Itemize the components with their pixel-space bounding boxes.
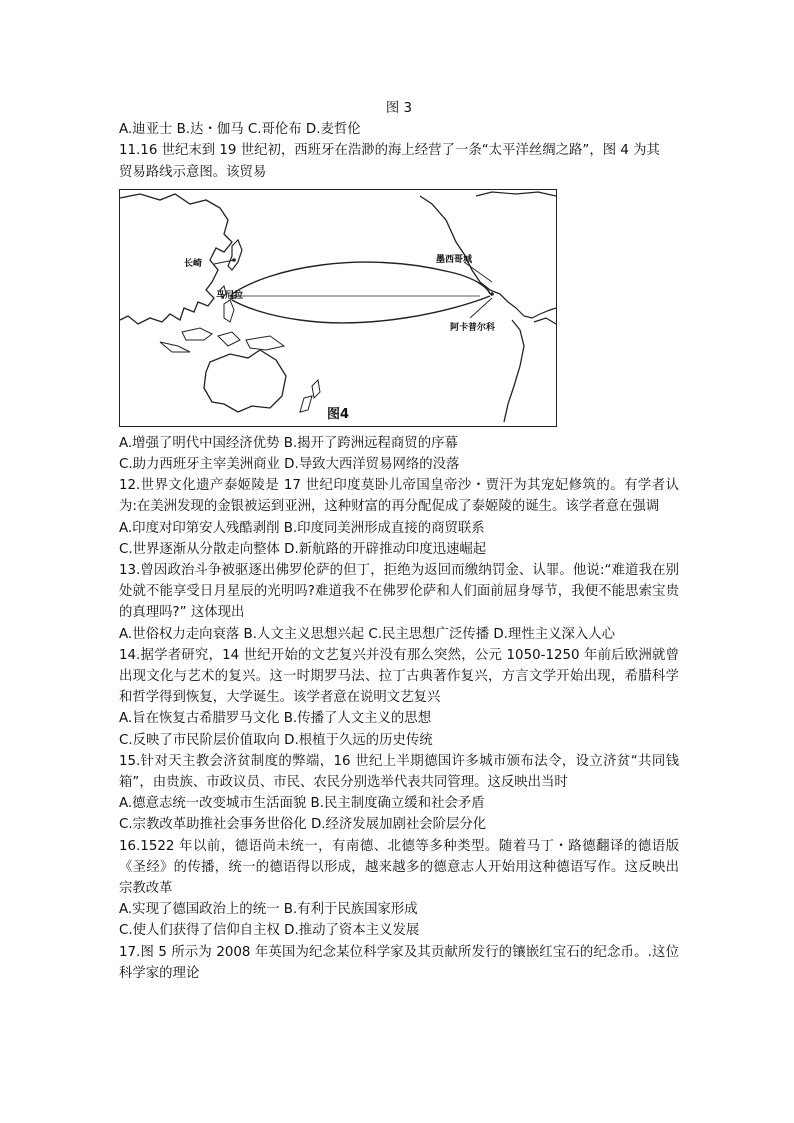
acapulco-dot	[490, 292, 494, 296]
q14-options-line1: A.旨在恢复古希腊罗马文化 B.传播了人文主义的思想	[119, 711, 432, 727]
figure-4-caption: 图4	[326, 406, 350, 422]
south-america-north-coast	[534, 318, 556, 324]
arctic-coastline	[476, 192, 556, 196]
label-manila: 马尼拉	[216, 290, 244, 301]
label-nagasaki: 长崎	[184, 258, 203, 269]
new-zealand-north	[312, 380, 320, 398]
pacific-map-svg	[120, 190, 556, 426]
exam-page	[119, 98, 679, 984]
sulawesi-island	[218, 332, 240, 346]
figure-4-trade-route-map	[119, 189, 557, 427]
q12-options-line2: C.世界逐渐从分散走向整体 D.新航路的开辟推动印度迅速崛起	[119, 541, 487, 557]
q16-options-line2: C.使人们获得了信仰自主权 D.推动了资本主义发展	[119, 923, 420, 939]
q16-stem: 16.1522 年以前，德语尚未统一，有南德、北德等多种类型。随着马丁・路德翻译的德语版《圣经》的传播，统一的德语得以形成，越来越多的德意志人开始用这种德语写作。这反映出宗教改革	[119, 838, 679, 897]
acapulco-pointer	[470, 298, 492, 318]
q12-stem: 12.世界文化遗产泰姬陵是 17 世纪印度莫卧儿帝国皇帝沙・贾汗为其宠妃修筑的。有学者认为:在美洲发现的金银被运到亚洲，这种财富的再分配促成了泰姬陵的诞生。该学者意在强调	[119, 478, 679, 515]
q10-options: A.迪亚士 B.达・伽马 C.哥伦布 D.麦哲伦	[119, 122, 361, 138]
q12-options-line1: A.印度对印第安人残酷剥削 B.印度同美洲形成直接的商贸联系	[119, 520, 485, 536]
central-america-coastline	[516, 308, 556, 318]
q15-options-line2: C.宗教改革助推社会事务世俗化 D.经济发展加剧社会阶层分化	[119, 817, 487, 833]
nagasaki-dot	[232, 258, 236, 262]
borneo-island	[182, 328, 212, 340]
new-guinea-island	[246, 336, 284, 350]
q15-stem: 15.针对天主教会济贫制度的弊端，16 世纪上半期德国许多城市颁布法令，设立济贫“共同钱箱”，由贵族、市政议员、市民、农民分别选举代表共同管理。这反映出当时	[119, 753, 679, 791]
q13-stem: 13.曾因政治斗争被驱逐出佛罗伦萨的但丁，拒绝为返回而缴纳罚金、认罪。他说:“难道我在别处就不能享受日月星辰的光明吗?难道我不在佛罗伦萨和人们面前屈身辱节，我便不能思索宝贵的真理吗?” 这体现出	[119, 563, 679, 621]
q14-stem: 14.据学者研究，14 世纪开始的文艺复兴并没有那么突然，公元 1050-1250 年前后欧洲就曾出现文化与艺术的复兴。这一时期罗马法、拉丁古典著作复兴，方言文学开始出现，希腊科学和哲学得到恢复，大学诞生。该学者意在说明文艺复兴	[119, 647, 679, 706]
sumatra-island	[160, 342, 190, 352]
q17-stem: 17.图 5 所示为 2008 年英国为纪念某位科学家及其贡献所发行的镶嵌红宝石的纪念币。.这位科学家的理论	[119, 944, 679, 981]
australia	[204, 350, 286, 412]
q15-options-line1: A.德意志统一改变城市生活面貌 B.民主制度确立缓和社会矛盾	[119, 796, 485, 812]
q11-options-line1: A.增强了明代中国经济优势 B.揭开了跨洲远程商贸的序幕	[119, 435, 458, 451]
figure-3-caption: 图 3	[385, 101, 413, 116]
q11-stem-line2: 贸易路线示意图。该贸易	[119, 164, 267, 180]
q11-stem-line1: 11.16 世纪末到 19 世纪初，西班牙在浩渺的海上经营了一条“太平洋丝绸之路”，图 4 为其	[119, 143, 660, 159]
q11-options-line2: C.助力西班牙主宰美洲商业 D.导致大西洋贸易网络的没落	[119, 457, 460, 473]
label-acapulco: 阿卡普尔科	[450, 322, 496, 333]
nagasaki-pointer	[214, 260, 234, 264]
q13-options: A.世俗权力走向衰落 B.人文主义思想兴起 C.民主思想广泛传播 D.理性主义深入人心	[119, 626, 616, 642]
label-mexico-city: 墨西哥城	[436, 254, 473, 265]
q16-options-line1: A.实现了德国政治上的统一 B.有利于民族国家形成	[119, 902, 418, 918]
q14-options-line2: C.反映了市民阶层价值取向 D.根植于久远的历史传统	[119, 732, 433, 748]
